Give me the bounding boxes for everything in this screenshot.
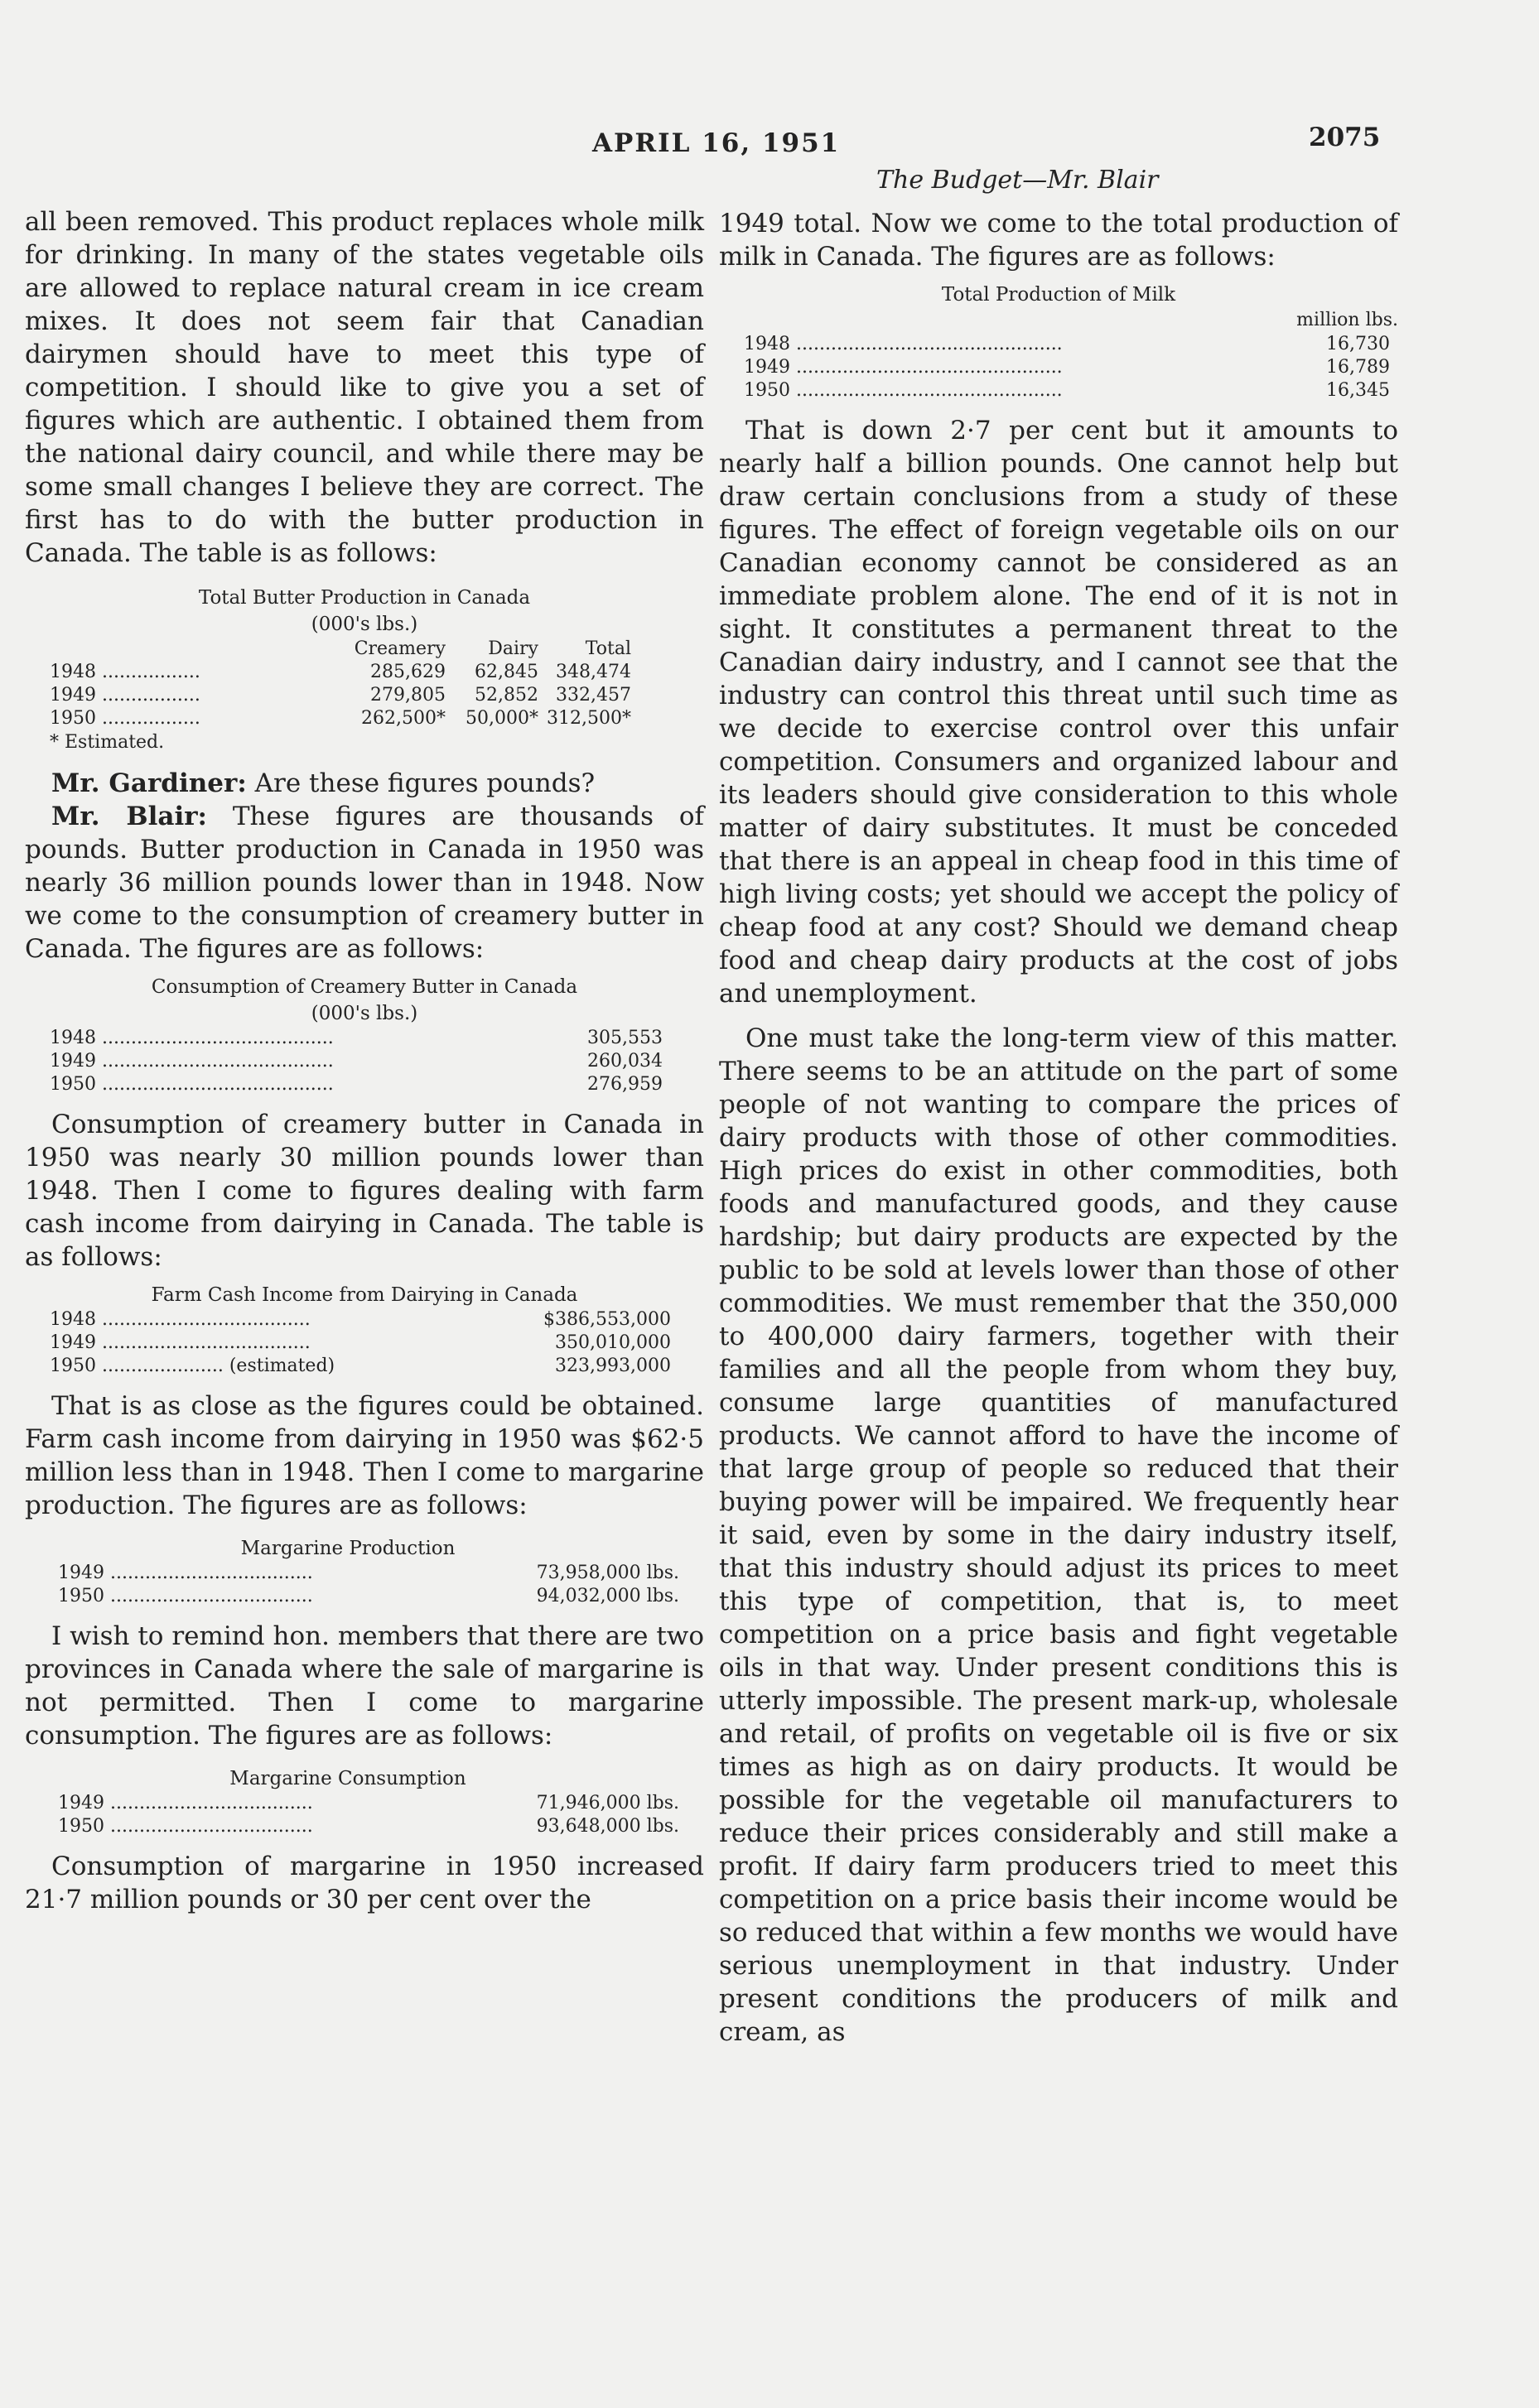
table-row: 1948 ........................................ 305,553 [50,1028,663,1048]
table-subtitle: (000's lbs.) [311,1003,418,1024]
value-cell: 312,500* [547,708,631,729]
table-row: 1949 ................................... 73,958,000 lbs. [58,1563,679,1583]
table-title: Total Production of Milk [941,284,1176,306]
year-cell: 1949 [50,685,96,706]
value-cell: 16,789 [1326,357,1390,378]
table-row: 1949 .................................... 350,010,000 [50,1332,671,1353]
speech-text: These figures are thousands of pounds. Butter production in Canada in 1950 was nearly 36 million pounds lower than in 1948. Now we come to the consumption of creamery butter in Canada. The figures are as follows: [25,802,704,964]
table-row: 1950 ................................... 93,648,000 lbs. [58,1816,679,1837]
value-cell: 323,993,000 [555,1356,671,1376]
unit-label: million lbs. [1296,310,1398,330]
header-date: APRIL 16, 1951 [592,128,841,158]
table-row: 1950 .............................................. 16,345 [744,380,1390,401]
year-cell: 1950 [744,380,790,401]
table-row: 1948 .............................................. 16,730 [744,334,1390,354]
page-number: 2075 [1309,123,1381,152]
table-row: 1950 ........................................ 276,959 [50,1074,663,1095]
table-row: 1948 ................. 285,629 62,845 348,474 [50,662,631,682]
value-cell: 50,000* [466,708,538,729]
left-column [25,205,704,1916]
year-cell: 1949 [58,1563,104,1583]
value-cell: 73,958,000 lbs. [536,1563,679,1583]
value-cell: 62,845 [475,662,538,682]
paragraph: I wish to remind hon. members that there are two provinces in Canada where the sale of margarine is not permitted. Then I come to margarine consumption. The figures are as follows: [25,1621,704,1751]
value-cell: 16,730 [1326,334,1390,354]
value-cell: 285,629 [370,662,446,682]
table-title: Total Butter Production in Canada [198,587,531,609]
paragraph: Consumption of creamery butter in Canada in 1950 was nearly 30 million pounds lower than 1948. Then I come to figures dealing with farm cash income from dairying in Canada. The table is as follows: [25,1110,704,1272]
year-cell: 1950 [50,1356,96,1376]
butter-consumption-table [25,974,704,1096]
value-cell: 350,010,000 [555,1332,671,1353]
table-title: Farm Cash Income from Dairying in Canada [151,1284,578,1306]
value-cell: 279,805 [370,685,446,706]
column-header: Dairy [488,638,538,659]
year-cell: 1950 [50,1074,96,1095]
paragraph: Consumption of margarine in 1950 increased 21·7 million pounds or 30 per cent over the [25,1852,704,1914]
speech-text: Are these figures pounds? [254,768,596,798]
year-cell: 1949 [744,357,790,378]
margarine-consumption-table [25,1765,704,1838]
table-row: 1948 .................................... $386,553,000 [50,1309,671,1330]
value-cell: 93,648,000 lbs. [536,1816,679,1837]
estimated-note: (estimated) [229,1356,335,1376]
paragraph: That is as close as the figures could be obtained. Farm cash income from dairying in 1950 was $62·5 million less than in 1948. Then I come to margarine production. The figures are as follows: [25,1391,704,1520]
column-header: Creamery [354,638,446,659]
value-cell: 94,032,000 lbs. [536,1586,679,1606]
speaker-name: Mr. Gardiner: [51,768,247,798]
year-cell: 1949 [50,1332,96,1353]
year-cell: 1949 [58,1793,104,1813]
value-cell: 262,500* [361,708,446,729]
value-cell: 16,345 [1326,380,1390,401]
paragraph: One must take the long-term view of this matter. There seems to be an attitude on the part of some people of not wanting to compare the prices of dairy products with those of other commodities. High prices do exist in other commodities, both foods and manufactured goods, and they cause hardship; but dairy products are expected by the public to be sold at levels lower than those of other commodities. We must remember that the 350,000 to 400,000 dairy farmers, together with their families and all the people from whom they buy, consume large quantities of manufactured products. We cannot afford to have the income of that large group of people so reduced that their buying power will be impaired. We frequently hear it said, even by some in the dairy industry itself, that this industry should adjust its prices to meet this type of competition, that is, to meet competition on a price basis and fight vegetable oils in that way. Under present conditions this is utterly impossible. The present mark-up, wholesale and retail, of profits on vegetable oil is five or six times as high as on dairy products. It would be possible for the vegetable oil manufacturers to reduce their prices considerably and still make a profit. If dairy farm producers tried to meet this competition on a price basis their income would be so reduced that within a few months we would have serious unemployment in that industry. Under present conditions the producers of milk and cream, as [719,1023,1398,2047]
butter-production-table [25,585,704,755]
table-subtitle: (000's lbs.) [311,614,418,635]
paragraph: all been removed. This product replaces whole milk for drinking. In many of the states vegetable oils are allowed to replace natural cream in ice cream mixes. It does not seem fair that Canadian dairymen should have to meet this type of competition. I should like to give you a set of figures which are authentic. I obtained them from the national dairy council, and while there may be some small changes I believe they are correct. The first has to do with the butter production in Canada. The table is as follows: [25,207,704,568]
value-cell: $386,553,000 [543,1309,671,1330]
right-column [719,207,1398,2049]
milk-production-table [719,282,1398,402]
table-title: Margarine Production [240,1538,456,1559]
year-cell: 1948 [50,1028,96,1048]
value-cell: 276,959 [587,1074,663,1095]
year-cell: 1949 [50,1051,96,1072]
farm-cash-income-table [25,1282,704,1378]
year-cell: 1948 [50,1309,96,1330]
value-cell: 52,852 [475,685,538,706]
table-title: Consumption of Creamery Butter in Canada [151,976,578,998]
table-row: 1950 ................................... 94,032,000 lbs. [58,1586,679,1606]
speaker-name: Mr. Blair: [51,802,207,831]
value-cell: 332,457 [556,685,631,706]
year-cell: 1948 [50,662,96,682]
table-row: 1950 ................. 262,500* 50,000* 312,500* [50,708,631,729]
year-cell: 1950 [58,1816,104,1837]
value-cell: 305,553 [587,1028,663,1048]
table-footnote: * Estimated. [50,732,165,753]
table-title: Margarine Consumption [229,1768,466,1789]
column-header: Total [585,638,631,659]
year-cell: 1950 [58,1586,104,1606]
table-row: 1949 ........................................ 260,034 [50,1051,663,1072]
running-title: The Budget—Mr. Blair [876,166,1159,195]
paragraph: That is down 2·7 per cent but it amounts to nearly half a billion pounds. One cannot help but draw certain conclusions from a study of these figures. The effect of foreign vegetable oils on our Canadian economy cannot be considered as an immediate problem alone. The end of it is not in sight. It constitutes a permanent threat to the Canadian dairy industry, and I cannot see that the industry can control this threat until such time as we decide to exercise control over this unfair competition. Consumers and organized labour and its leaders should give consideration to this whole matter of dairy substitutes. It must be conceded that there is an appeal in cheap food in this time of high living costs; yet should we accept the policy of cheap food at any cost? Should we demand cheap food and cheap dairy products at the cost of jobs and unemployment. [719,416,1398,1009]
year-cell: 1948 [744,334,790,354]
value-cell: 71,946,000 lbs. [536,1793,679,1813]
table-row: 1949 ................................... 71,946,000 lbs. [58,1793,679,1813]
table-row: 1949 ................. 279,805 52,852 332,457 [50,685,631,706]
margarine-production-table [25,1535,704,1608]
table-row: 1949 .............................................. 16,789 [744,357,1390,378]
year-cell: 1950 [50,708,96,729]
table-row: 1950 ..................... (estimated) 323,993,000 [50,1356,671,1376]
value-cell: 260,034 [587,1051,663,1072]
value-cell: 348,474 [556,662,631,682]
paragraph: 1949 total. Now we come to the total production of milk in Canada. The figures are as follows: [719,209,1398,272]
